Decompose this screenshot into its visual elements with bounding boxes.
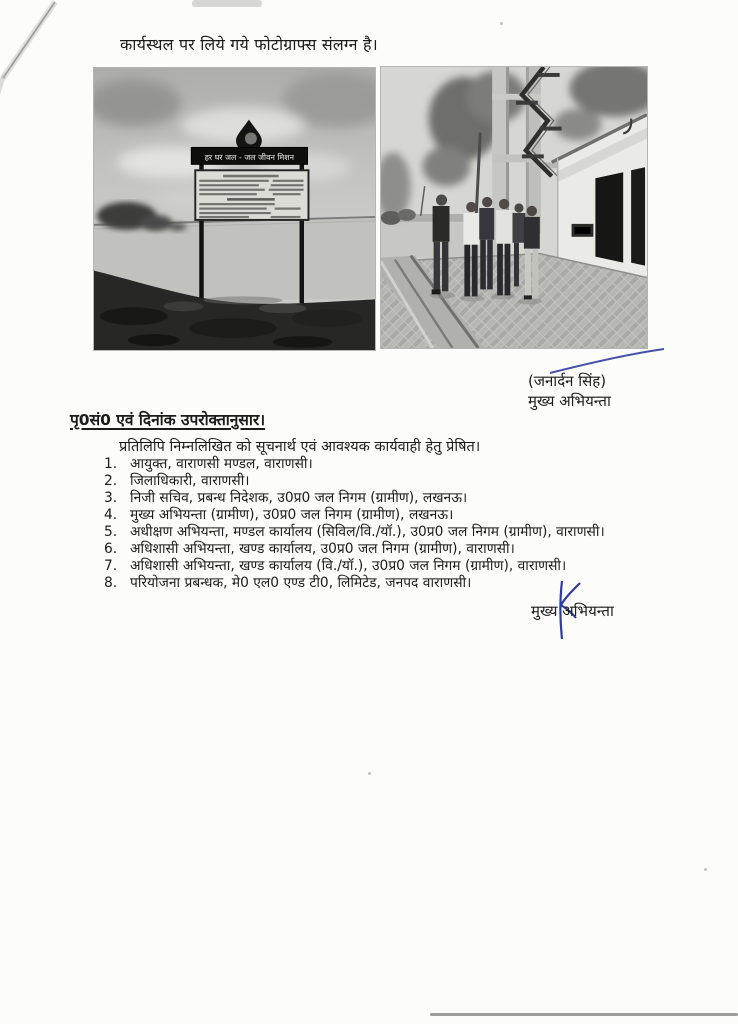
recipient-item — [104, 524, 605, 541]
recipient-number: 8. — [104, 575, 118, 591]
signature-block-bottom — [531, 601, 614, 621]
recipient-item — [104, 473, 605, 490]
copy-note: प्रतिलिपि निम्नलिखित को सूचनार्थ एवं आवश्यक कार्यवाही हेतु प्रेषित। — [119, 439, 481, 455]
recipient-item — [104, 507, 605, 524]
recipient-number: 6. — [104, 541, 118, 557]
scan-speck — [368, 772, 371, 775]
recipient-item — [104, 558, 605, 575]
scan-smudge — [192, 0, 262, 7]
recipient-item — [104, 456, 605, 473]
recipient-text: अधिशासी अभियन्ता, खण्ड कार्यालय, उ0प्र0 जल निगम (ग्रामीण), वाराणसी। — [130, 541, 515, 557]
recipient-text: अधीक्षण अभियन्ता, मण्डल कार्यालय (सिविल/वि./यॉ.), उ0प्र0 जल निगम (ग्रामीण), वाराणसी। — [130, 524, 605, 540]
recipient-text: परियोजना प्रबन्धक, मे0 एल0 एण्ड टी0, लिमिटेड, जनपद वाराणसी। — [130, 575, 472, 591]
recipient-text: अधिशासी अभियन्ता, खण्ड कार्यालय (वि./यॉ.), उ0प्र0 जल निगम (ग्रामीण), वाराणसी। — [130, 558, 567, 574]
recipient-text: आयुक्त, वाराणसी मण्डल, वाराणसी। — [130, 456, 313, 472]
recipient-text: निजी सचिव, प्रबन्ध निदेशक, उ0प्र0 जल निगम (ग्रामीण), लखनऊ। — [130, 490, 468, 506]
signatory-designation: मुख्य अभियन्ता — [528, 392, 611, 410]
page-bottom-edge — [430, 1013, 738, 1016]
recipient-item — [104, 490, 605, 507]
bottom-designation: मुख्य अभियन्ता — [531, 602, 614, 620]
recipient-number: 4. — [104, 507, 118, 523]
recipient-number: 3. — [104, 490, 118, 506]
photo-site-signboard — [93, 67, 376, 351]
recipient-number: 5. — [104, 524, 118, 540]
signboard-photo-graphic — [94, 68, 375, 350]
recipient-number: 2. — [104, 473, 118, 489]
recipient-number: 1. — [104, 456, 118, 472]
signatory-name: (जनार्दन सिंह) — [528, 372, 607, 390]
recipient-number: 7. — [104, 558, 118, 574]
photo-inspection-team — [380, 66, 648, 349]
reference-heading: पृ0सं0 एवं दिनांक उपरोक्तानुसार। — [70, 411, 266, 429]
signboard-title-text: हर घर जल - जल जीवन मिशन — [204, 152, 295, 162]
scan-speck — [500, 22, 503, 25]
intro-line: कार्यस्थल पर लिये गये फोटोग्राफ्स संलग्न है। — [120, 35, 378, 54]
recipient-item — [104, 541, 605, 558]
inspection-photo-graphic — [381, 67, 647, 348]
scan-speck — [704, 868, 707, 871]
signature-block-top — [528, 371, 658, 411]
recipient-text: मुख्य अभियन्ता (ग्रामीण), उ0प्र0 जल निगम (ग्रामीण), लखनऊ। — [130, 507, 454, 523]
recipient-list — [104, 456, 605, 592]
recipient-item — [104, 575, 605, 592]
recipient-text: जिलाधिकारी, वाराणसी। — [130, 473, 250, 489]
